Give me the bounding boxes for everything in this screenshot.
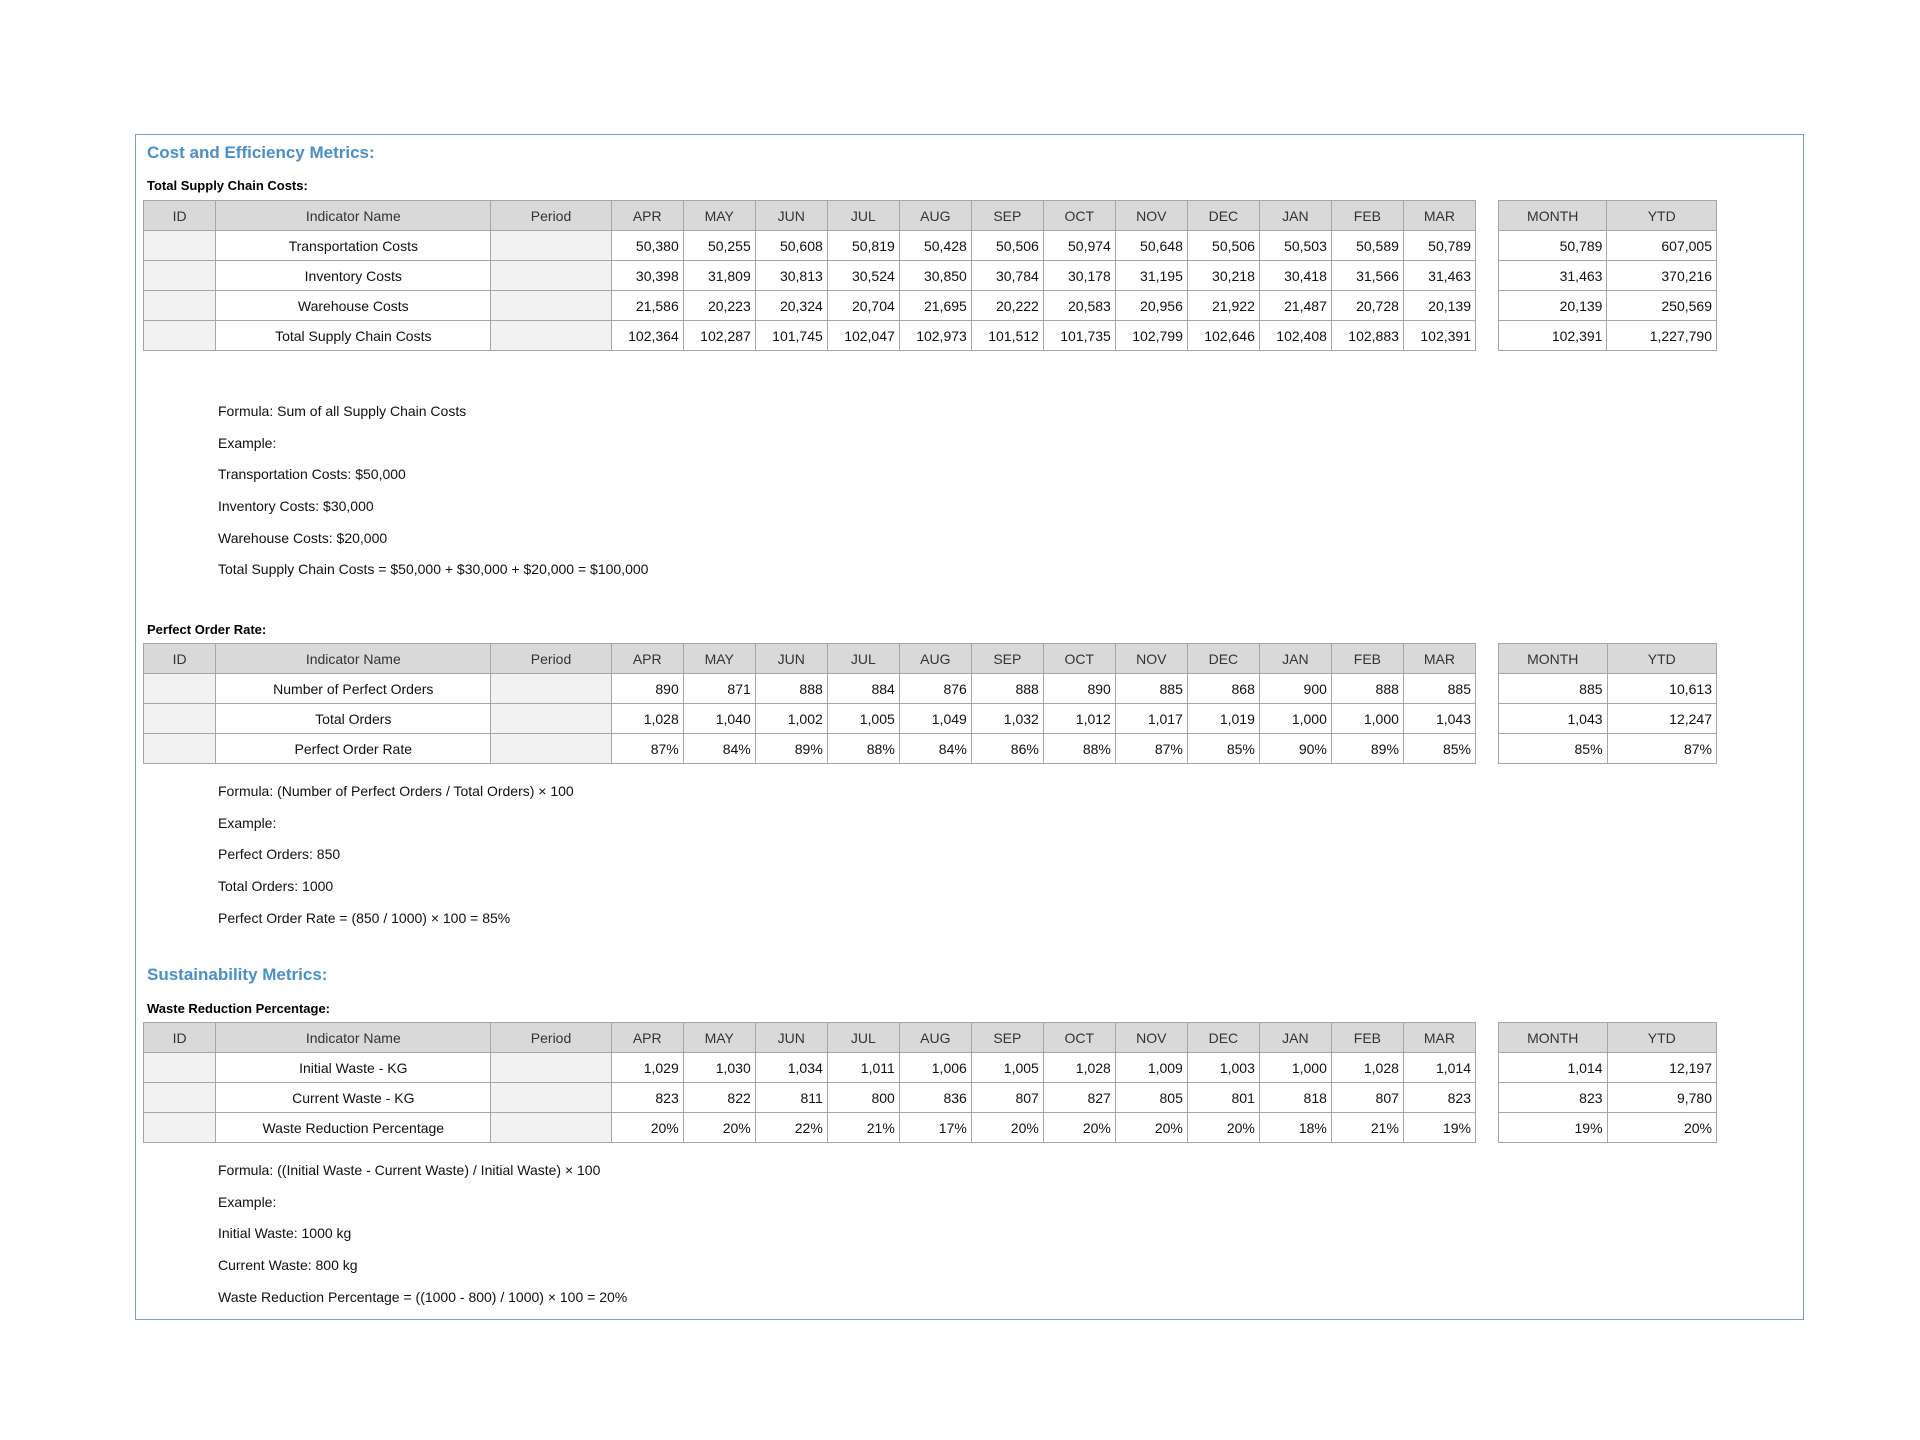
ytd-value-cell: 87% bbox=[1607, 734, 1716, 764]
value-cell: 801 bbox=[1187, 1083, 1259, 1113]
value-cell: 1,009 bbox=[1115, 1053, 1187, 1083]
value-cell: 890 bbox=[611, 674, 683, 704]
value-cell: 50,380 bbox=[611, 231, 683, 261]
header-month: MAY bbox=[683, 201, 755, 231]
value-cell: 20% bbox=[1187, 1113, 1259, 1143]
note-line: Example: bbox=[218, 434, 277, 451]
value-cell: 30,813 bbox=[755, 261, 827, 291]
header-month: APR bbox=[611, 1023, 683, 1053]
period-cell bbox=[491, 1053, 611, 1083]
value-cell: 90% bbox=[1259, 734, 1331, 764]
table-row bbox=[144, 1053, 1476, 1083]
id-cell bbox=[144, 231, 216, 261]
value-cell: 20% bbox=[611, 1113, 683, 1143]
value-cell: 87% bbox=[1115, 734, 1187, 764]
value-cell: 31,566 bbox=[1331, 261, 1403, 291]
supply-chain-costs-table bbox=[143, 200, 1476, 351]
value-cell: 21,586 bbox=[611, 291, 683, 321]
header-month-total: MONTH bbox=[1499, 1023, 1608, 1053]
value-cell: 20,324 bbox=[755, 291, 827, 321]
value-cell: 884 bbox=[827, 674, 899, 704]
value-cell: 88% bbox=[827, 734, 899, 764]
value-cell: 827 bbox=[1043, 1083, 1115, 1113]
month-value-cell: 102,391 bbox=[1499, 321, 1607, 351]
value-cell: 30,850 bbox=[899, 261, 971, 291]
value-cell: 21% bbox=[827, 1113, 899, 1143]
value-cell: 890 bbox=[1043, 674, 1115, 704]
summary-row bbox=[1499, 1083, 1717, 1113]
header-month: MAR bbox=[1403, 644, 1475, 674]
value-cell: 868 bbox=[1187, 674, 1259, 704]
value-cell: 871 bbox=[683, 674, 755, 704]
indicator-name-cell: Inventory Costs bbox=[216, 261, 491, 291]
indicator-name-cell: Initial Waste - KG bbox=[216, 1053, 491, 1083]
header-row bbox=[144, 1023, 1476, 1053]
value-cell: 822 bbox=[683, 1083, 755, 1113]
value-cell: 89% bbox=[1331, 734, 1403, 764]
value-cell: 102,287 bbox=[683, 321, 755, 351]
value-cell: 50,789 bbox=[1403, 231, 1475, 261]
value-cell: 31,463 bbox=[1403, 261, 1475, 291]
ytd-value-cell: 9,780 bbox=[1607, 1083, 1716, 1113]
table-title-perfect-order-rate: Perfect Order Rate: bbox=[147, 622, 267, 637]
header-month: SEP bbox=[971, 1023, 1043, 1053]
ytd-value-cell: 12,247 bbox=[1607, 704, 1716, 734]
value-cell: 811 bbox=[755, 1083, 827, 1113]
supply-chain-costs-notes bbox=[218, 396, 648, 586]
table-row bbox=[144, 291, 1476, 321]
value-cell: 807 bbox=[1331, 1083, 1403, 1113]
header-month: JUL bbox=[827, 201, 899, 231]
summary-row bbox=[1499, 1053, 1717, 1083]
value-cell: 102,364 bbox=[611, 321, 683, 351]
cost-efficiency-title: Cost and Efficiency Metrics: bbox=[147, 143, 375, 162]
value-cell: 102,973 bbox=[899, 321, 971, 351]
value-cell: 1,028 bbox=[1043, 1053, 1115, 1083]
note-line: Current Waste: 800 kg bbox=[218, 1257, 358, 1274]
header-month: APR bbox=[611, 201, 683, 231]
value-cell: 20% bbox=[1043, 1113, 1115, 1143]
value-cell: 885 bbox=[1115, 674, 1187, 704]
value-cell: 102,883 bbox=[1331, 321, 1403, 351]
month-value-cell: 20,139 bbox=[1499, 291, 1607, 321]
note-line: Transportation Costs: $50,000 bbox=[218, 466, 406, 483]
value-cell: 50,428 bbox=[899, 231, 971, 261]
header-period: Period bbox=[491, 644, 611, 674]
value-cell: 20% bbox=[1115, 1113, 1187, 1143]
indicator-name-cell: Number of Perfect Orders bbox=[216, 674, 491, 704]
summary-header-row bbox=[1499, 644, 1717, 674]
id-cell bbox=[144, 1113, 216, 1143]
value-cell: 1,029 bbox=[611, 1053, 683, 1083]
header-period: Period bbox=[491, 1023, 611, 1053]
value-cell: 30,398 bbox=[611, 261, 683, 291]
value-cell: 87% bbox=[611, 734, 683, 764]
summary-row bbox=[1499, 1113, 1717, 1143]
value-cell: 102,799 bbox=[1115, 321, 1187, 351]
indicator-name-cell: Total Orders bbox=[216, 704, 491, 734]
table-row bbox=[144, 674, 1476, 704]
header-month: APR bbox=[611, 644, 683, 674]
value-cell: 50,819 bbox=[827, 231, 899, 261]
header-month: OCT bbox=[1043, 644, 1115, 674]
value-cell: 1,019 bbox=[1187, 704, 1259, 734]
id-cell bbox=[144, 321, 216, 351]
value-cell: 1,032 bbox=[971, 704, 1043, 734]
value-cell: 20,139 bbox=[1403, 291, 1475, 321]
value-cell: 800 bbox=[827, 1083, 899, 1113]
value-cell: 102,646 bbox=[1187, 321, 1259, 351]
note-line: Initial Waste: 1000 kg bbox=[218, 1225, 352, 1242]
value-cell: 30,218 bbox=[1187, 261, 1259, 291]
header-month: NOV bbox=[1115, 1023, 1187, 1053]
header-row bbox=[144, 201, 1476, 231]
note-line: Waste Reduction Percentage = ((1000 - 800) / 1000) × 100 = 20% bbox=[218, 1288, 628, 1305]
waste-reduction-notes bbox=[218, 1155, 627, 1313]
value-cell: 1,049 bbox=[899, 704, 971, 734]
period-cell bbox=[491, 291, 611, 321]
note-line: Total Supply Chain Costs = $50,000 + $30,000 + $20,000 = $100,000 bbox=[218, 561, 649, 578]
value-cell: 805 bbox=[1115, 1083, 1187, 1113]
header-month: AUG bbox=[899, 1023, 971, 1053]
table-row bbox=[144, 704, 1476, 734]
summary-row bbox=[1499, 321, 1717, 351]
value-cell: 50,648 bbox=[1115, 231, 1187, 261]
value-cell: 50,974 bbox=[1043, 231, 1115, 261]
header-month: JUN bbox=[755, 644, 827, 674]
indicator-name-cell: Total Supply Chain Costs bbox=[216, 321, 491, 351]
header-month: NOV bbox=[1115, 644, 1187, 674]
header-month: DEC bbox=[1187, 644, 1259, 674]
waste-reduction-table bbox=[143, 1022, 1476, 1143]
value-cell: 50,608 bbox=[755, 231, 827, 261]
value-cell: 50,503 bbox=[1259, 231, 1331, 261]
value-cell: 30,418 bbox=[1259, 261, 1331, 291]
header-ytd: YTD bbox=[1607, 201, 1717, 231]
value-cell: 1,000 bbox=[1259, 1053, 1331, 1083]
id-cell bbox=[144, 261, 216, 291]
ytd-value-cell: 607,005 bbox=[1607, 231, 1717, 261]
value-cell: 31,809 bbox=[683, 261, 755, 291]
header-month: SEP bbox=[971, 201, 1043, 231]
header-month: AUG bbox=[899, 644, 971, 674]
value-cell: 20% bbox=[683, 1113, 755, 1143]
value-cell: 18% bbox=[1259, 1113, 1331, 1143]
month-value-cell: 85% bbox=[1499, 734, 1608, 764]
id-cell bbox=[144, 704, 216, 734]
header-month: MAR bbox=[1403, 1023, 1475, 1053]
value-cell: 20,956 bbox=[1115, 291, 1187, 321]
value-cell: 823 bbox=[611, 1083, 683, 1113]
value-cell: 50,255 bbox=[683, 231, 755, 261]
value-cell: 1,028 bbox=[611, 704, 683, 734]
value-cell: 876 bbox=[899, 674, 971, 704]
header-month: DEC bbox=[1187, 201, 1259, 231]
value-cell: 836 bbox=[899, 1083, 971, 1113]
indicator-name-cell: Transportation Costs bbox=[216, 231, 491, 261]
value-cell: 888 bbox=[971, 674, 1043, 704]
header-month: JAN bbox=[1259, 644, 1331, 674]
value-cell: 1,014 bbox=[1403, 1053, 1475, 1083]
supply-chain-costs-summary-table bbox=[1498, 200, 1717, 351]
value-cell: 102,391 bbox=[1403, 321, 1475, 351]
value-cell: 50,589 bbox=[1331, 231, 1403, 261]
ytd-value-cell: 12,197 bbox=[1607, 1053, 1716, 1083]
header-month: JUL bbox=[827, 644, 899, 674]
value-cell: 50,506 bbox=[971, 231, 1043, 261]
value-cell: 102,408 bbox=[1259, 321, 1331, 351]
header-month: FEB bbox=[1331, 1023, 1403, 1053]
summary-row bbox=[1499, 734, 1717, 764]
value-cell: 30,784 bbox=[971, 261, 1043, 291]
value-cell: 20,704 bbox=[827, 291, 899, 321]
id-cell bbox=[144, 734, 216, 764]
ytd-value-cell: 250,569 bbox=[1607, 291, 1717, 321]
header-month: FEB bbox=[1331, 201, 1403, 231]
header-month: SEP bbox=[971, 644, 1043, 674]
header-row bbox=[144, 644, 1476, 674]
header-indicator-name: Indicator Name bbox=[216, 644, 491, 674]
value-cell: 1,011 bbox=[827, 1053, 899, 1083]
value-cell: 888 bbox=[755, 674, 827, 704]
header-month: JUN bbox=[755, 1023, 827, 1053]
perfect-order-rate-summary-table bbox=[1498, 643, 1717, 764]
perfect-order-rate-table bbox=[143, 643, 1476, 764]
header-indicator-name: Indicator Name bbox=[216, 1023, 491, 1053]
value-cell: 85% bbox=[1187, 734, 1259, 764]
header-id: ID bbox=[144, 1023, 216, 1053]
value-cell: 1,040 bbox=[683, 704, 755, 734]
table-row bbox=[144, 321, 1476, 351]
period-cell bbox=[491, 1113, 611, 1143]
value-cell: 818 bbox=[1259, 1083, 1331, 1113]
ytd-value-cell: 1,227,790 bbox=[1607, 321, 1717, 351]
table-title-waste-reduction: Waste Reduction Percentage: bbox=[147, 1001, 331, 1016]
header-month: DEC bbox=[1187, 1023, 1259, 1053]
indicator-name-cell: Warehouse Costs bbox=[216, 291, 491, 321]
table-row bbox=[144, 1083, 1476, 1113]
summary-header-row bbox=[1499, 201, 1717, 231]
header-month: JUN bbox=[755, 201, 827, 231]
table-row bbox=[144, 261, 1476, 291]
value-cell: 1,034 bbox=[755, 1053, 827, 1083]
table-row bbox=[144, 734, 1476, 764]
header-indicator-name: Indicator Name bbox=[216, 201, 491, 231]
value-cell: 89% bbox=[755, 734, 827, 764]
value-cell: 101,735 bbox=[1043, 321, 1115, 351]
value-cell: 50,506 bbox=[1187, 231, 1259, 261]
value-cell: 1,006 bbox=[899, 1053, 971, 1083]
header-ytd: YTD bbox=[1607, 1023, 1716, 1053]
value-cell: 88% bbox=[1043, 734, 1115, 764]
value-cell: 31,195 bbox=[1115, 261, 1187, 291]
table-title-supply-chain-costs: Total Supply Chain Costs: bbox=[147, 178, 308, 193]
ytd-value-cell: 370,216 bbox=[1607, 261, 1717, 291]
value-cell: 30,524 bbox=[827, 261, 899, 291]
value-cell: 1,002 bbox=[755, 704, 827, 734]
perfect-order-rate-notes bbox=[218, 776, 574, 934]
value-cell: 900 bbox=[1259, 674, 1331, 704]
value-cell: 20,583 bbox=[1043, 291, 1115, 321]
value-cell: 1,005 bbox=[827, 704, 899, 734]
header-month: JAN bbox=[1259, 201, 1331, 231]
value-cell: 30,178 bbox=[1043, 261, 1115, 291]
table-row bbox=[144, 231, 1476, 261]
value-cell: 20% bbox=[971, 1113, 1043, 1143]
table-row bbox=[144, 1113, 1476, 1143]
month-value-cell: 50,789 bbox=[1499, 231, 1607, 261]
period-cell bbox=[491, 1083, 611, 1113]
value-cell: 1,043 bbox=[1403, 704, 1475, 734]
value-cell: 22% bbox=[755, 1113, 827, 1143]
note-line: Example: bbox=[218, 1193, 277, 1210]
header-id: ID bbox=[144, 201, 216, 231]
value-cell: 19% bbox=[1403, 1113, 1475, 1143]
period-cell bbox=[491, 231, 611, 261]
header-month: NOV bbox=[1115, 201, 1187, 231]
header-month-total: MONTH bbox=[1499, 201, 1607, 231]
value-cell: 86% bbox=[971, 734, 1043, 764]
sustainability-title: Sustainability Metrics: bbox=[147, 965, 328, 984]
value-cell: 20,223 bbox=[683, 291, 755, 321]
indicator-name-cell: Waste Reduction Percentage bbox=[216, 1113, 491, 1143]
note-line: Warehouse Costs: $20,000 bbox=[218, 529, 388, 546]
value-cell: 21,922 bbox=[1187, 291, 1259, 321]
note-line: Perfect Orders: 850 bbox=[218, 846, 341, 863]
summary-row bbox=[1499, 674, 1717, 704]
note-line: Formula: ((Initial Waste - Current Waste) / Initial Waste) × 100 bbox=[218, 1162, 601, 1178]
period-cell bbox=[491, 674, 611, 704]
period-cell bbox=[491, 704, 611, 734]
period-cell bbox=[491, 734, 611, 764]
value-cell: 21,487 bbox=[1259, 291, 1331, 321]
value-cell: 1,003 bbox=[1187, 1053, 1259, 1083]
note-line: Inventory Costs: $30,000 bbox=[218, 498, 374, 515]
id-cell bbox=[144, 1053, 216, 1083]
value-cell: 885 bbox=[1403, 674, 1475, 704]
summary-header-row bbox=[1499, 1023, 1717, 1053]
header-month: JAN bbox=[1259, 1023, 1331, 1053]
value-cell: 1,028 bbox=[1331, 1053, 1403, 1083]
value-cell: 807 bbox=[971, 1083, 1043, 1113]
note-line: Formula: Sum of all Supply Chain Costs bbox=[218, 403, 467, 419]
value-cell: 1,012 bbox=[1043, 704, 1115, 734]
header-month: AUG bbox=[899, 201, 971, 231]
id-cell bbox=[144, 1083, 216, 1113]
header-month: MAR bbox=[1403, 201, 1475, 231]
summary-row bbox=[1499, 261, 1717, 291]
indicator-name-cell: Current Waste - KG bbox=[216, 1083, 491, 1113]
header-month: OCT bbox=[1043, 1023, 1115, 1053]
value-cell: 85% bbox=[1403, 734, 1475, 764]
summary-row bbox=[1499, 231, 1717, 261]
value-cell: 84% bbox=[683, 734, 755, 764]
month-value-cell: 823 bbox=[1499, 1083, 1608, 1113]
header-month-total: MONTH bbox=[1499, 644, 1608, 674]
value-cell: 1,017 bbox=[1115, 704, 1187, 734]
value-cell: 17% bbox=[899, 1113, 971, 1143]
value-cell: 20,222 bbox=[971, 291, 1043, 321]
value-cell: 1,030 bbox=[683, 1053, 755, 1083]
value-cell: 823 bbox=[1403, 1083, 1475, 1113]
header-month: MAY bbox=[683, 644, 755, 674]
month-value-cell: 1,014 bbox=[1499, 1053, 1608, 1083]
note-line: Total Orders: 1000 bbox=[218, 878, 334, 895]
ytd-value-cell: 10,613 bbox=[1607, 674, 1716, 704]
period-cell bbox=[491, 261, 611, 291]
waste-reduction-summary-table bbox=[1498, 1022, 1717, 1143]
value-cell: 102,047 bbox=[827, 321, 899, 351]
header-month: MAY bbox=[683, 1023, 755, 1053]
value-cell: 101,512 bbox=[971, 321, 1043, 351]
value-cell: 1,000 bbox=[1331, 704, 1403, 734]
value-cell: 21,695 bbox=[899, 291, 971, 321]
summary-row bbox=[1499, 704, 1717, 734]
value-cell: 20,728 bbox=[1331, 291, 1403, 321]
header-id: ID bbox=[144, 644, 216, 674]
month-value-cell: 885 bbox=[1499, 674, 1608, 704]
value-cell: 84% bbox=[899, 734, 971, 764]
header-period: Period bbox=[491, 201, 611, 231]
indicator-name-cell: Perfect Order Rate bbox=[216, 734, 491, 764]
value-cell: 1,005 bbox=[971, 1053, 1043, 1083]
header-month: FEB bbox=[1331, 644, 1403, 674]
id-cell bbox=[144, 674, 216, 704]
note-line: Example: bbox=[218, 814, 277, 831]
summary-row bbox=[1499, 291, 1717, 321]
month-value-cell: 19% bbox=[1499, 1113, 1608, 1143]
period-cell bbox=[491, 321, 611, 351]
value-cell: 21% bbox=[1331, 1113, 1403, 1143]
ytd-value-cell: 20% bbox=[1607, 1113, 1716, 1143]
month-value-cell: 31,463 bbox=[1499, 261, 1607, 291]
header-ytd: YTD bbox=[1607, 644, 1716, 674]
value-cell: 101,745 bbox=[755, 321, 827, 351]
header-month: OCT bbox=[1043, 201, 1115, 231]
note-line: Perfect Order Rate = (850 / 1000) × 100 = 85% bbox=[218, 909, 511, 926]
note-line: Formula: (Number of Perfect Orders / Total Orders) × 100 bbox=[218, 783, 574, 799]
value-cell: 888 bbox=[1331, 674, 1403, 704]
id-cell bbox=[144, 291, 216, 321]
month-value-cell: 1,043 bbox=[1499, 704, 1608, 734]
header-month: JUL bbox=[827, 1023, 899, 1053]
value-cell: 1,000 bbox=[1259, 704, 1331, 734]
